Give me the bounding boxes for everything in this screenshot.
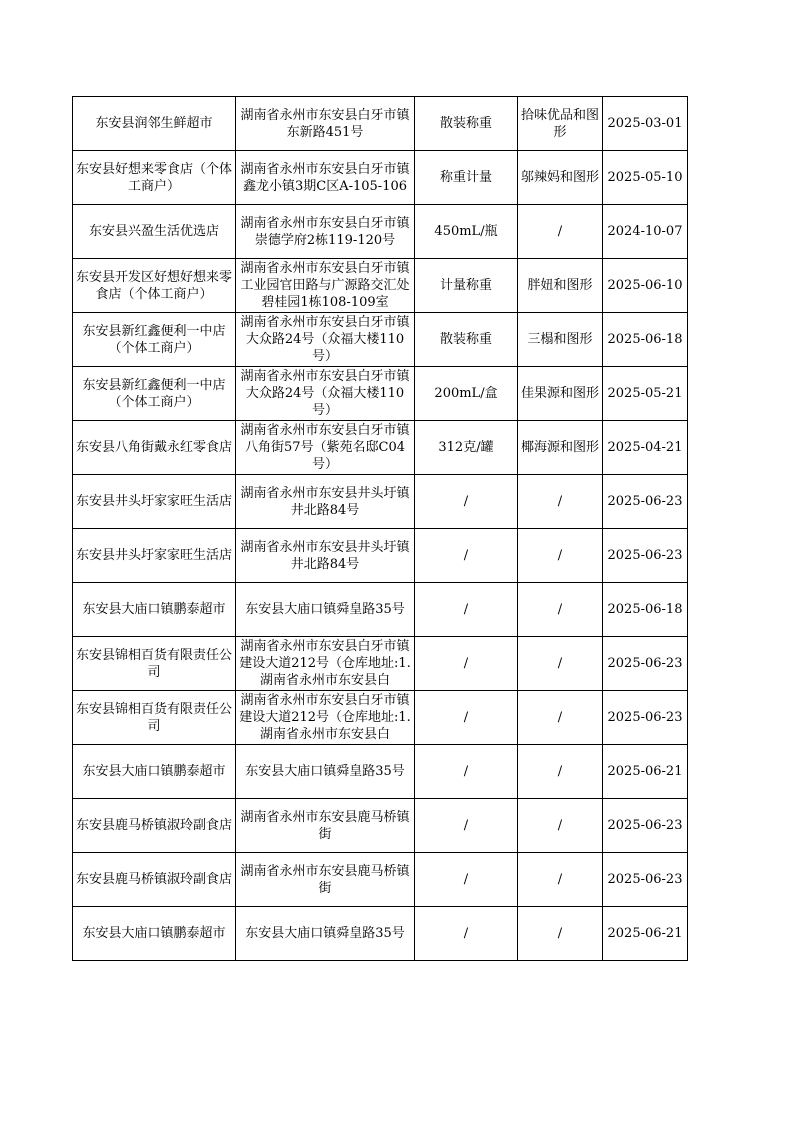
address-cell bbox=[236, 853, 415, 907]
spec-cell: / bbox=[415, 583, 518, 637]
brand-cell: / bbox=[518, 691, 603, 745]
spec-cell: 450mL/瓶 bbox=[415, 205, 518, 259]
spec-cell: 计量称重 bbox=[415, 259, 518, 313]
store-name-cell: 东安县大庙口镇鹏泰超市 bbox=[73, 745, 236, 799]
brand-cell: / bbox=[518, 637, 603, 691]
address-cell bbox=[236, 907, 415, 961]
table-row bbox=[73, 475, 688, 529]
address-cell bbox=[236, 799, 415, 853]
address-cell bbox=[236, 475, 415, 529]
store-name-cell: 东安县兴盈生活优选店 bbox=[73, 205, 236, 259]
table-row bbox=[73, 853, 688, 907]
address-cell bbox=[236, 583, 415, 637]
address-cell bbox=[236, 97, 415, 151]
brand-cell: / bbox=[518, 583, 603, 637]
table-row bbox=[73, 529, 688, 583]
table-row bbox=[73, 259, 688, 313]
store-name-cell: 东安县锦相百货有限责任公司 bbox=[73, 691, 236, 745]
store-name-cell: 东安县八角街戴永红零食店 bbox=[73, 421, 236, 475]
date-cell: 2025-06-23 bbox=[603, 853, 688, 907]
table-row bbox=[73, 745, 688, 799]
table-row bbox=[73, 205, 688, 259]
date-cell: 2025-06-18 bbox=[603, 583, 688, 637]
address-text: 湖南省永州市东安县白牙市镇建设大道212号（仓库地址:1.湖南省永州市东安县白 bbox=[239, 693, 411, 742]
date-cell: 2025-06-10 bbox=[603, 259, 688, 313]
store-name-cell: 东安县鹿马桥镇淑玲副食店 bbox=[73, 853, 236, 907]
date-cell: 2025-06-21 bbox=[603, 745, 688, 799]
table-row bbox=[73, 583, 688, 637]
address-text: 湖南省永州市东安县白牙市镇东新路451号 bbox=[240, 107, 410, 140]
address-cell bbox=[236, 691, 415, 745]
address-text: 湖南省永州市东安县鹿马桥镇街 bbox=[240, 863, 410, 896]
spec-cell: 称重计量 bbox=[415, 151, 518, 205]
spec-cell: 312克/罐 bbox=[415, 421, 518, 475]
address-text: 东安县大庙口镇舜皇路35号 bbox=[245, 926, 405, 941]
date-cell: 2025-06-23 bbox=[603, 637, 688, 691]
brand-cell: 胖妞和图形 bbox=[518, 259, 603, 313]
store-name-cell: 东安县好想来零食店（个体工商户） bbox=[73, 151, 236, 205]
address-text: 湖南省永州市东安县白牙市镇八角街57号（紫苑名邸C04号） bbox=[240, 423, 410, 472]
brand-cell: / bbox=[518, 853, 603, 907]
address-cell bbox=[236, 421, 415, 475]
date-cell: 2025-06-23 bbox=[603, 475, 688, 529]
store-name-cell: 东安县开发区好想好想来零食店（个体工商户） bbox=[73, 259, 236, 313]
brand-cell: 邬辣妈和图形 bbox=[518, 151, 603, 205]
address-cell bbox=[236, 367, 415, 421]
table-row bbox=[73, 691, 688, 745]
date-cell: 2025-03-01 bbox=[603, 97, 688, 151]
brand-cell: / bbox=[518, 745, 603, 799]
address-text: 湖南省永州市东安县井头圩镇井北路84号 bbox=[240, 539, 410, 572]
spec-cell: / bbox=[415, 907, 518, 961]
spec-cell: / bbox=[415, 745, 518, 799]
store-name-cell: 东安县新红鑫便利一中店（个体工商户） bbox=[73, 367, 236, 421]
date-cell: 2025-06-18 bbox=[603, 313, 688, 367]
table-row bbox=[73, 421, 688, 475]
store-name-cell: 东安县润邻生鲜超市 bbox=[73, 97, 236, 151]
brand-cell: 椰海源和图形 bbox=[518, 421, 603, 475]
address-text: 东安县大庙口镇舜皇路35号 bbox=[245, 602, 405, 617]
date-cell: 2025-05-21 bbox=[603, 367, 688, 421]
spec-cell: 散装称重 bbox=[415, 313, 518, 367]
table-row bbox=[73, 97, 688, 151]
date-cell: 2025-04-21 bbox=[603, 421, 688, 475]
table-row bbox=[73, 313, 688, 367]
brand-cell: / bbox=[518, 799, 603, 853]
address-text: 湖南省永州市东安县鹿马桥镇街 bbox=[240, 809, 410, 842]
brand-cell: 拾味优品和图形 bbox=[518, 97, 603, 151]
address-text: 湖南省永州市东安县白牙市镇鑫龙小镇3期C区A-105-106 bbox=[240, 161, 410, 194]
address-text: 湖南省永州市东安县白牙市镇建设大道212号（仓库地址:1.湖南省永州市东安县白 bbox=[239, 639, 411, 688]
records-table bbox=[72, 96, 688, 961]
table-row bbox=[73, 799, 688, 853]
spec-cell: 散装称重 bbox=[415, 97, 518, 151]
address-cell bbox=[236, 745, 415, 799]
store-name-cell: 东安县井头圩家家旺生活店 bbox=[73, 529, 236, 583]
date-cell: 2024-10-07 bbox=[603, 205, 688, 259]
date-cell: 2025-06-23 bbox=[603, 799, 688, 853]
brand-cell: / bbox=[518, 475, 603, 529]
brand-cell: 佳果源和图形 bbox=[518, 367, 603, 421]
brand-cell: / bbox=[518, 529, 603, 583]
store-name-cell: 东安县锦相百货有限责任公司 bbox=[73, 637, 236, 691]
spec-cell: / bbox=[415, 691, 518, 745]
address-text: 湖南省永州市东安县白牙市镇大众路24号（众福大楼110号） bbox=[240, 369, 410, 418]
table-row bbox=[73, 637, 688, 691]
date-cell: 2025-06-21 bbox=[603, 907, 688, 961]
address-text: 湖南省永州市东安县井头圩镇井北路84号 bbox=[240, 485, 410, 518]
address-text: 东安县大庙口镇舜皇路35号 bbox=[245, 764, 405, 779]
store-name-cell: 东安县鹿马桥镇淑玲副食店 bbox=[73, 799, 236, 853]
spec-cell: / bbox=[415, 529, 518, 583]
store-name-cell: 东安县大庙口镇鹏泰超市 bbox=[73, 907, 236, 961]
address-cell bbox=[236, 151, 415, 205]
brand-cell: 三榻和图形 bbox=[518, 313, 603, 367]
store-name-cell: 东安县井头圩家家旺生活店 bbox=[73, 475, 236, 529]
store-name-cell: 东安县新红鑫便利一中店（个体工商户） bbox=[73, 313, 236, 367]
brand-cell: / bbox=[518, 205, 603, 259]
date-cell: 2025-06-23 bbox=[603, 529, 688, 583]
table-row bbox=[73, 907, 688, 961]
address-cell bbox=[236, 637, 415, 691]
spec-cell: 200mL/盒 bbox=[415, 367, 518, 421]
address-cell bbox=[236, 205, 415, 259]
address-text: 湖南省永州市东安县白牙市镇工业园官田路与广源路交汇处碧桂园1栋108-109室 bbox=[240, 261, 410, 310]
date-cell: 2025-06-23 bbox=[603, 691, 688, 745]
table-row bbox=[73, 367, 688, 421]
spec-cell: / bbox=[415, 637, 518, 691]
address-cell bbox=[236, 259, 415, 313]
address-text: 湖南省永州市东安县白牙市镇大众路24号（众福大楼110号） bbox=[240, 315, 410, 364]
brand-cell: / bbox=[518, 907, 603, 961]
date-cell: 2025-05-10 bbox=[603, 151, 688, 205]
table-row bbox=[73, 151, 688, 205]
store-name-cell: 东安县大庙口镇鹏泰超市 bbox=[73, 583, 236, 637]
spec-cell: / bbox=[415, 799, 518, 853]
spec-cell: / bbox=[415, 475, 518, 529]
address-cell bbox=[236, 313, 415, 367]
address-text: 湖南省永州市东安县白牙市镇崇德学府2栋119-120号 bbox=[240, 215, 410, 248]
address-cell bbox=[236, 529, 415, 583]
spec-cell: / bbox=[415, 853, 518, 907]
